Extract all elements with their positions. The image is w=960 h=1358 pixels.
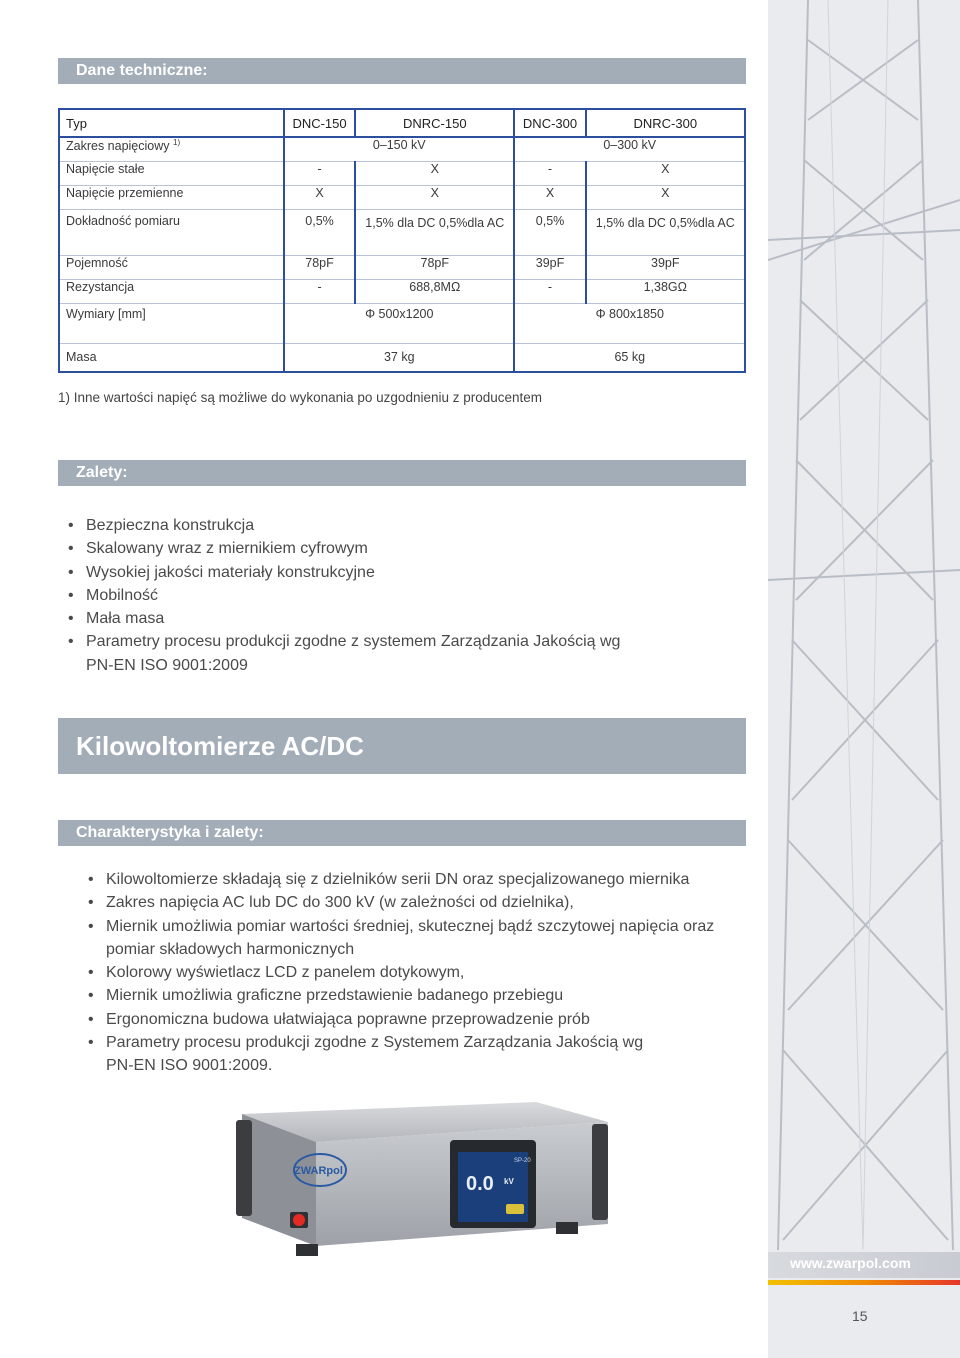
cell: 1,38GΩ [586, 280, 745, 304]
section-header-tech: Dane techniczne: [58, 58, 746, 84]
list-item: • Mała masa [58, 607, 738, 630]
cell: Φ 800x1850 [514, 304, 745, 344]
cell: 0,5% [514, 210, 585, 256]
row-label: Rezystancja [59, 280, 284, 304]
header-dnc300: DNC-300 [514, 109, 585, 137]
list-item: • Kolorowy wyświetlacz LCD z panelem dotykowym, [78, 961, 758, 984]
table-row [59, 137, 745, 162]
footnote: 1) Inne wartości napięć są możliwe do wykonania po uzgodnieniu z producentem [58, 390, 543, 405]
page-title: Kilowoltomierze AC/DC [58, 718, 746, 774]
display-value: 0.0 [466, 1173, 494, 1195]
page-number: 15 [852, 1308, 868, 1324]
header-dnrc300: DNRC-300 [586, 109, 745, 137]
section-header-characteristics: Charakterystyka i zalety: [58, 820, 746, 846]
header-dnrc150: DNRC-150 [355, 109, 514, 137]
row-label: Pojemność [59, 256, 284, 280]
list-item: • Kilowoltomierze składają się z dzielników serii DN oraz specjalizowanego miernika [78, 868, 758, 891]
cell: - [514, 162, 585, 186]
cell: 1,5% dla DC 0,5%dla AC [586, 210, 745, 256]
list-item: • Ergonomiczna budowa ułatwiająca poprawne przeprowadzenie prób [78, 1008, 758, 1031]
panel-label: SP-20 [514, 1158, 531, 1164]
row-label: Masa [59, 344, 284, 372]
website-link[interactable]: www.zwarpol.com [790, 1255, 911, 1271]
advantages-list [58, 514, 738, 677]
list-item: • Skalowany wraz z miernikiem cyfrowym [58, 537, 738, 560]
cell: X [586, 186, 745, 210]
row-label: Dokładność pomiaru [59, 210, 284, 256]
spec-table [58, 108, 746, 373]
cell: X [355, 162, 514, 186]
list-item: • Mobilność [58, 584, 738, 607]
table-row [59, 162, 745, 186]
display-touch-button[interactable] [506, 1204, 524, 1214]
device-photo [236, 1100, 616, 1270]
cell: 78pF [355, 256, 514, 280]
table-row [59, 210, 745, 256]
website-banner [768, 1252, 960, 1278]
cell: 65 kg [514, 344, 745, 372]
characteristics-list [78, 868, 758, 1078]
cell: Φ 500x1200 [284, 304, 514, 344]
cell: X [514, 186, 585, 210]
cell: 688,8MΩ [355, 280, 514, 304]
cell: X [586, 162, 745, 186]
table-header-row [59, 109, 745, 137]
list-item: • Zakres napięcia AC lub DC do 300 kV (w zależności od dzielnika), [78, 891, 758, 914]
cell: X [284, 186, 355, 210]
list-item: • Miernik umożliwia graficzne przedstawienie badanego przebiegu [78, 984, 758, 1007]
cell: 78pF [284, 256, 355, 280]
list-item: • Parametry procesu produkcji zgodne z Systemem Zarządzania Jakością wg PN-EN ISO 9001:2009. [78, 1031, 666, 1078]
row-label: Wymiary [mm] [59, 304, 284, 344]
list-item: • Bezpieczna konstrukcja [58, 514, 738, 537]
list-item: • Parametry procesu produkcji zgodne z systemem Zarządzania Jakością wg PN-EN ISO 9001:2009 [58, 630, 646, 677]
row-label: Napięcie stałe [59, 162, 284, 186]
color-stripe [768, 1280, 960, 1285]
cell: - [284, 162, 355, 186]
list-item: • Miernik umożliwia pomiar wartości średniej, skutecznej bądź szczytowej napięcia oraz pomiar składowych harmonicznych [78, 915, 746, 962]
cell: X [355, 186, 514, 210]
cell: 0,5% [284, 210, 355, 256]
table-row [59, 186, 745, 210]
table-row [59, 344, 745, 372]
cell: 39pF [514, 256, 585, 280]
cell: 1,5% dla DC 0,5%dla AC [355, 210, 514, 256]
cell: 0–150 kV [284, 137, 514, 162]
list-item: • Wysokiej jakości materiały konstrukcyjne [58, 561, 738, 584]
side-decoration [768, 0, 960, 1358]
cell: - [284, 280, 355, 304]
cell: 0–300 kV [514, 137, 745, 162]
table-row [59, 256, 745, 280]
table-row [59, 280, 745, 304]
cell: 39pF [586, 256, 745, 280]
header-dnc150: DNC-150 [284, 109, 355, 137]
power-button[interactable] [293, 1214, 305, 1226]
row-label: Napięcie przemienne [59, 186, 284, 210]
table-row [59, 304, 745, 344]
device-brand: ZWARpol [294, 1165, 343, 1177]
row-label: Zakres napięciowy $^{1)}$ [59, 137, 284, 162]
header-type: Typ [59, 109, 284, 137]
cell: 37 kg [284, 344, 514, 372]
display-unit: kV [504, 1177, 514, 1186]
pylon-illustration [768, 0, 960, 1358]
cell: - [514, 280, 585, 304]
section-header-advantages: Zalety: [58, 460, 746, 486]
